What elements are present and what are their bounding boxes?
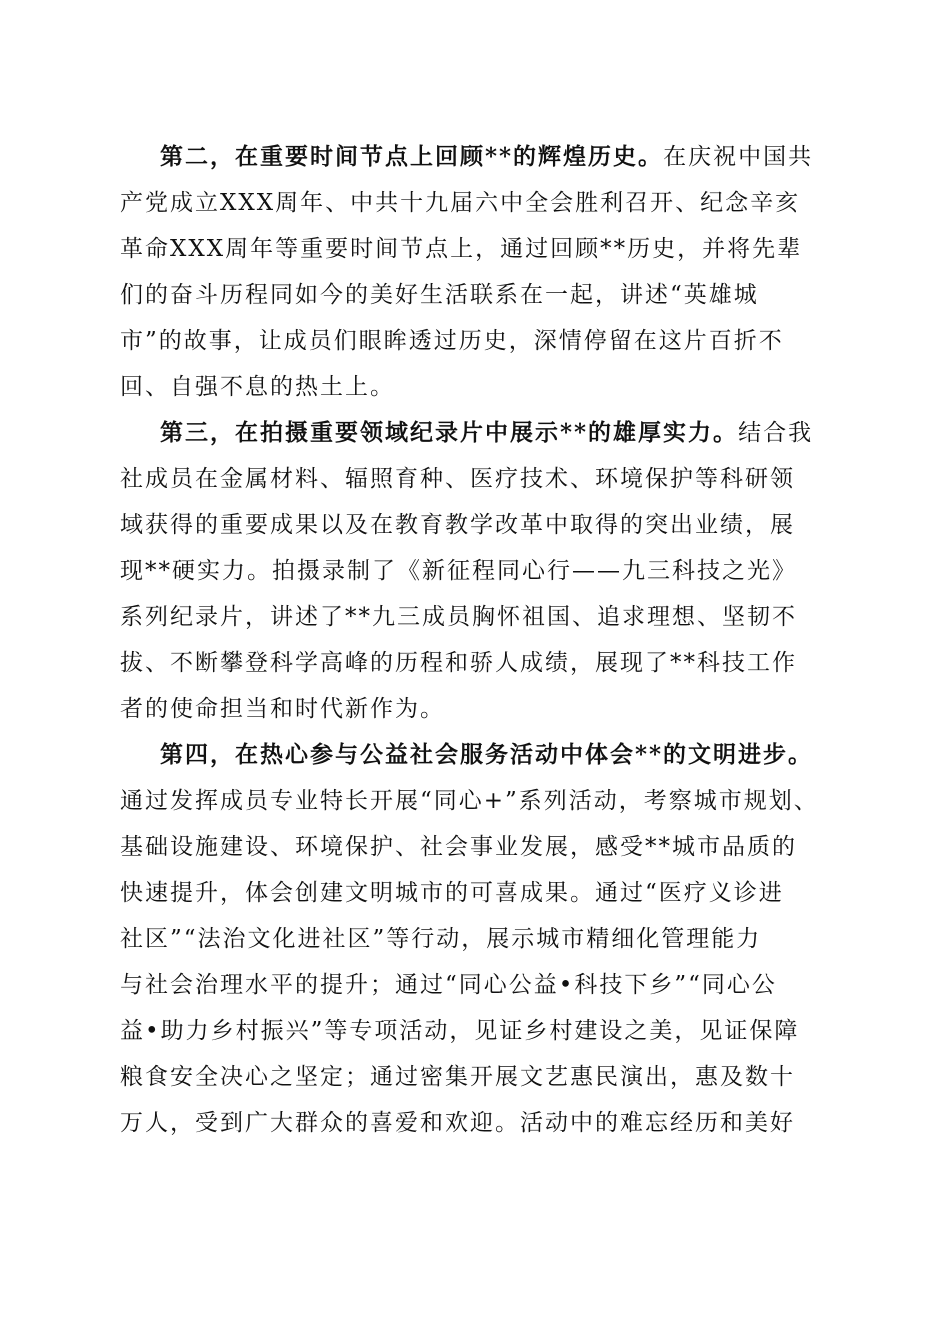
paragraph-text: 结合我 (738, 420, 814, 446)
paragraph-line: 市”的故事，让成员们眼眸透过历史，深情停留在这片百折不 (120, 328, 784, 354)
paragraph-line: 系列纪录片，讲述了**九三成员胸怀祖国、追求理想、坚韧不 (120, 604, 797, 630)
paragraph-line: 者的使命担当和时代新作为。 (120, 696, 445, 722)
paragraph-line: 们的奋斗历程同如今的美好生活联系在一起，讲述“英雄城 (120, 282, 759, 308)
paragraph-line: 通过发挥成员专业特长开展“同心+”系列活动，考察城市规划、 (120, 788, 819, 814)
paragraph-line: 产党成立XXX周年、中共十九届六中全会胜利召开、纪念辛亥 (120, 190, 801, 216)
paragraph-heading: 第四，在热心参与公益社会服务活动中体会**的文明进步。 (160, 741, 814, 768)
paragraph-fourth (120, 732, 840, 1146)
paragraph-third (120, 410, 840, 732)
paragraph-line: 回、自强不息的热土上。 (120, 374, 395, 400)
paragraph-line (120, 410, 840, 456)
paragraph-text: 在庆祝中国共 (663, 144, 814, 170)
paragraph-line: 社区”“法治文化进社区”等行动，展示城市精细化管理能力 (120, 926, 762, 952)
document-body (120, 134, 840, 1146)
paragraph-heading: 第二，在重要时间节点上回顾**的辉煌历史。 (160, 143, 664, 170)
paragraph-line (120, 134, 840, 180)
paragraph-line (120, 732, 840, 778)
paragraph-line: 社成员在金属材料、辐照育种、医疗技术、环境保护等科研领 (120, 466, 795, 492)
paragraph-line: 快速提升，体会创建文明城市的可喜成果。通过“医疗义诊进 (120, 880, 784, 906)
paragraph-line: 现**硬实力。拍摄录制了《新征程同心行——九三科技之光》 (120, 558, 797, 584)
paragraph-heading: 第三，在拍摄重要领域纪录片中展示**的雄厚实力。 (160, 419, 739, 446)
paragraph-line: 基础设施建设、环境保护、社会事业发展，感受**城市品质的 (120, 834, 797, 860)
paragraph-line: 粮食安全决心之坚定；通过密集开展文艺惠民演出，惠及数十 (120, 1064, 795, 1090)
paragraph-line: 与社会治理水平的提升；通过“同心公益•科技下乡”“同心公 (120, 972, 777, 998)
paragraph-line: 拔、不断攀登科学高峰的历程和骄人成绩，展现了**科技工作 (120, 650, 797, 676)
paragraph-line: 域获得的重要成果以及在教育教学改革中取得的突出业绩，展 (120, 512, 795, 538)
paragraph-second (120, 134, 840, 410)
paragraph-line: 益•助力乡村振兴”等专项活动，见证乡村建设之美，见证保障 (120, 1018, 800, 1044)
paragraph-line: 万人，受到广大群众的喜爱和欢迎。活动中的难忘经历和美好 (120, 1110, 795, 1136)
paragraph-line: 革命XXX周年等重要时间节点上，通过回顾**历史，并将先辈 (120, 236, 803, 262)
